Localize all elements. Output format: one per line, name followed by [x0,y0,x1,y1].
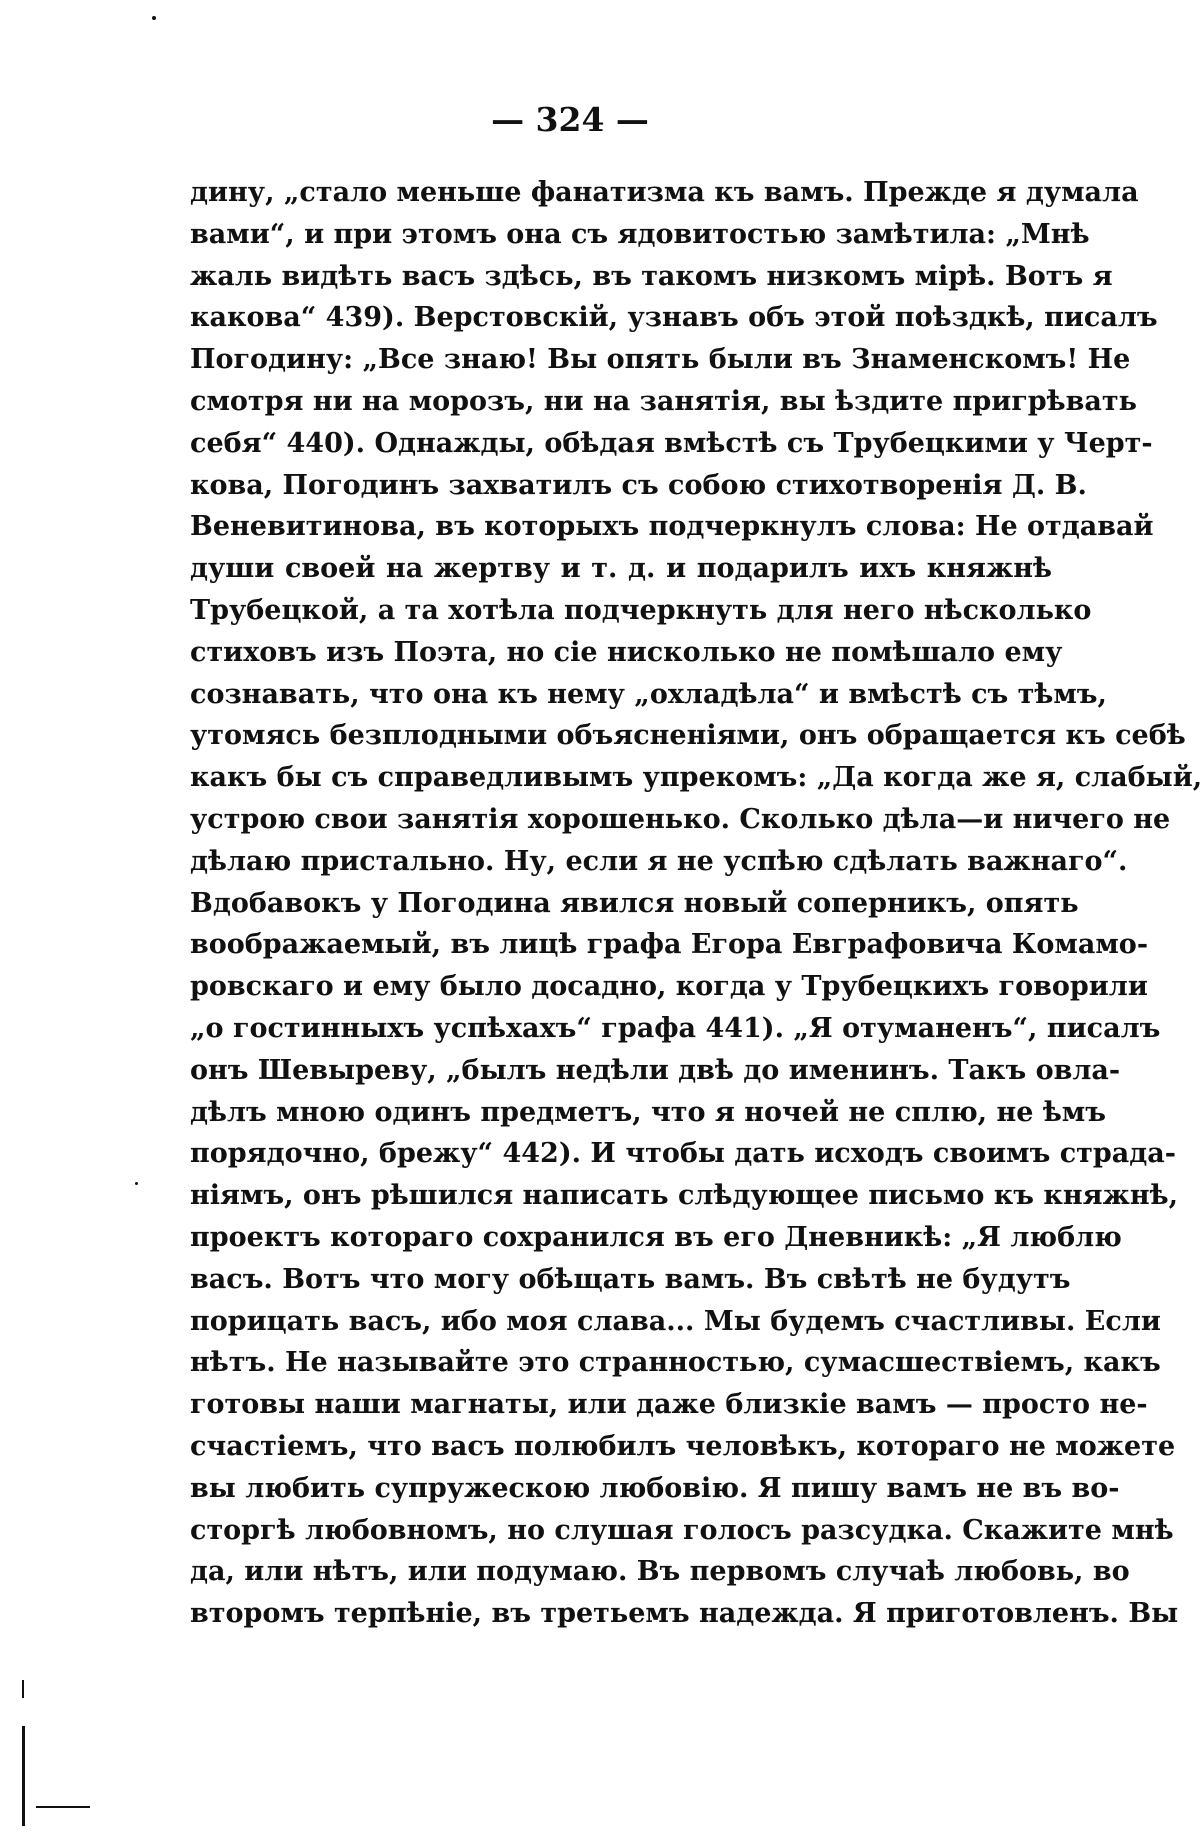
text-line: ніямъ, онъ рѣшился написать слѣдующее письмо къ княжнѣ, [190,1180,1179,1212]
text-line: утомясь безплодными объясненіями, онъ обращается къ себѣ [190,720,1186,752]
text-line: сторгѣ любовномъ, но слушая голосъ разсудка. Скажите мнѣ [190,1514,1174,1546]
text-line: порицать васъ, ибо моя слава... Мы будемъ счастливы. Если [190,1305,1161,1337]
text-line: Погодину: „Все знаю! Вы опять были въ Знаменскомъ! Не [190,344,1131,376]
text-line: ровскаго и ему было досадно, когда у Трубецкихъ говорили [190,971,1148,1003]
scan-speck-mark [152,16,156,20]
text-line: порядочно, брежу“ 442). И чтобы дать исходъ своимъ страда- [190,1138,1176,1170]
text-line: вами“, и при этомъ она съ ядовитостью замѣтила: „Мнѣ [190,218,1090,250]
text-line: дѣлъ мною одинъ предметъ, что я ночей не сплю, не ѣмъ [190,1096,1106,1128]
text-line: второмъ терпѣніе, въ третьемъ надежда. Я приготовленъ. Вы [190,1598,1179,1630]
page-number: — 324 — [491,100,649,139]
text-line: Вдобавокъ у Погодина явился новый соперникъ, опять [190,887,1079,919]
text-line: какова“ 439). Верстовскій, узнавъ объ этой поѣздкѣ, писалъ [190,302,1158,334]
text-line: дѣлаю пристально. Ну, если я не успѣю сдѣлать важнаго“. [190,845,1128,877]
body-text [190,172,1202,1635]
scan-speck-mark [135,1182,138,1185]
text-line: себя“ 440). Однажды, обѣдая вмѣстѣ съ Трубецкими у Черт- [190,427,1153,459]
scan-edge-rule [22,1726,25,1826]
scan-edge-mark [22,1680,24,1698]
text-line: жаль видѣть васъ здѣсь, въ такомъ низкомъ мірѣ. Вотъ я [190,260,1113,292]
text-line: сознавать, что она къ нему „охладѣла“ и вмѣстѣ съ тѣмъ, [190,678,1107,710]
text-line: счастіемъ, что васъ полюбилъ человѣкъ, котораго не можете [190,1430,1176,1462]
text-line: дину, „стало меньше фанатизма къ вамъ. Прежде я думала [190,177,1139,208]
text-line: вы любить супружескою любовію. Я пишу вамъ не въ во- [190,1472,1120,1504]
text-line: онъ Шевыреву, „былъ недѣли двѣ до именинъ. Такъ овла- [190,1054,1121,1086]
text-line: Веневитинова, въ которыхъ подчеркнулъ слова: Не отдавай [190,511,1154,543]
text-line: стиховъ изъ Поэта, но сіе нисколько не помѣшало ему [190,636,1063,668]
text-line: кова, Погодинъ захватилъ съ собою стихотворенія Д. В. [190,469,1087,501]
text-line: нѣтъ. Не называйте это странностью, сумасшествіемъ, какъ [190,1347,1161,1379]
text-line: воображаемый, въ лицѣ графа Егора Евграфовича Комамо- [190,929,1149,961]
text-line: устрою свои занятія хорошенько. Сколько дѣла—и ничего не [190,803,1171,835]
text-line: души своей на жертву и т. д. и подарилъ ихъ княжнѣ [190,553,1052,585]
text-line: смотря ни на морозъ, ни на занятія, вы ѣздите пригрѣвать [190,385,1137,417]
text-line: готовы наши магнаты, или даже близкіе вамъ — просто не- [190,1389,1148,1421]
text-line: проектъ котораго сохранился въ его Дневникѣ: „Я люблю [190,1221,1122,1253]
text-line: Трубецкой, а та хотѣла подчеркнуть для него нѣсколько [190,594,1092,626]
text-line: какъ бы съ справедливымъ упрекомъ: „Да когда же я, слабый, [190,762,1202,794]
text-line: да, или нѣтъ, или подумаю. Въ первомъ случаѣ любовь, во [190,1556,1130,1588]
text-line: „о гостинныхъ успѣхахъ“ графа 441). „Я отуманенъ“, писалъ [190,1012,1161,1044]
scan-edge-rule [36,1806,90,1808]
text-line: васъ. Вотъ что могу обѣщать вамъ. Въ свѣтѣ не будутъ [190,1263,1071,1295]
